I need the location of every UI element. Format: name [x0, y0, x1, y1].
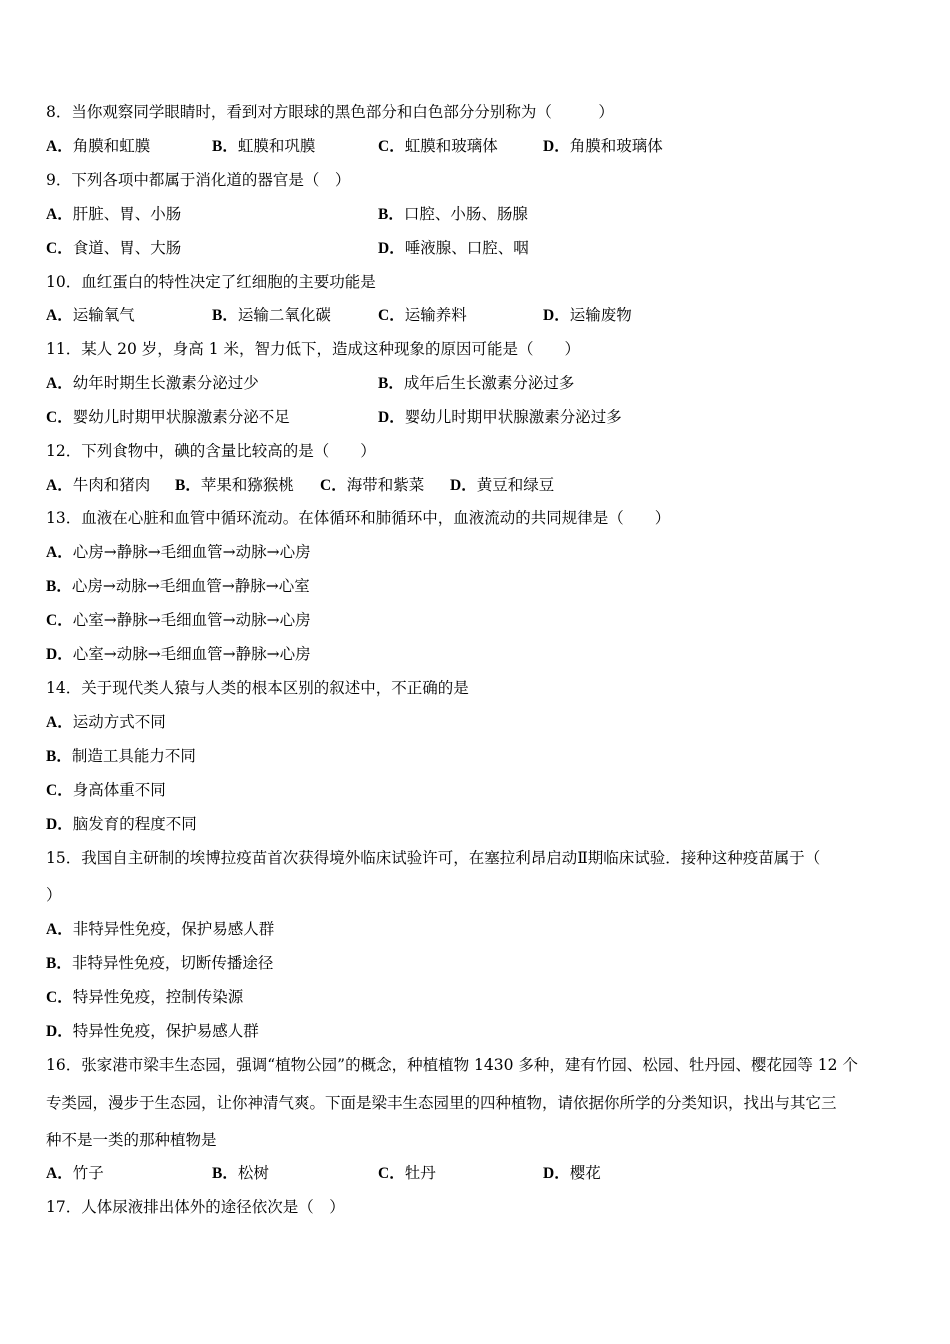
option-text: 肝脏、胃、小肠: [72, 205, 182, 223]
question-15-option-d[interactable]: [46, 1021, 259, 1042]
option-text: 心室→静脉→毛细血管→动脉→心房: [72, 611, 311, 629]
option-label: B．: [46, 748, 72, 765]
question-11-option-c[interactable]: [46, 407, 290, 428]
option-label: D．: [450, 477, 477, 494]
option-label: B．: [175, 477, 201, 494]
question-9-option-d[interactable]: [378, 238, 529, 259]
question-16-option-b[interactable]: [212, 1163, 269, 1184]
question-10-option-c[interactable]: [378, 305, 467, 326]
option-text: 牡丹: [404, 1164, 436, 1182]
question-16-option-d[interactable]: [543, 1163, 601, 1184]
question-10-option-a[interactable]: [46, 305, 135, 326]
question-8-option-c[interactable]: [378, 136, 498, 157]
question-8-option-a[interactable]: [46, 136, 150, 157]
option-text: 特异性免疫，控制传染源: [72, 988, 244, 1006]
option-text: 口腔、小肠、肠腺: [403, 205, 528, 223]
question-9-stem: 9．下列各项中都属于消化道的器官是（ ）: [46, 171, 351, 189]
option-text: 脑发育的程度不同: [72, 815, 197, 833]
question-11-stem: 11．某人 20 岁，身高 1 米，智力低下，造成这种现象的原因可能是（ ）: [46, 340, 581, 358]
question-15-stem-line-2: ）: [46, 886, 62, 904]
question-9-option-b[interactable]: [378, 204, 528, 225]
question-14-option-b[interactable]: [46, 746, 196, 767]
question-15-option-a[interactable]: [46, 919, 274, 940]
question-13-option-a[interactable]: [46, 542, 311, 563]
option-text: 樱花: [569, 1164, 601, 1182]
question-12-option-a[interactable]: [46, 475, 150, 496]
option-text: 角膜和虹膜: [72, 137, 151, 155]
question-8-option-d[interactable]: [543, 136, 663, 157]
option-label: D．: [543, 307, 570, 324]
question-12-option-b[interactable]: [175, 475, 294, 496]
option-label: D．: [543, 138, 570, 155]
question-16-stem-line-2: 专类园，漫步于生态园，让你神清气爽。下面是梁丰生态园里的四种植物，请依据你所学的分类知识，找出与其它三: [46, 1094, 837, 1112]
option-label: D．: [46, 816, 73, 833]
option-text: 角膜和玻璃体: [569, 137, 663, 155]
option-label: B．: [378, 206, 404, 223]
option-text: 婴幼儿时期甲状腺激素分泌过多: [404, 408, 622, 426]
option-label: D．: [46, 1023, 73, 1040]
option-label: B．: [46, 955, 72, 972]
option-text: 幼年时期生长激素分泌过少: [72, 374, 259, 392]
option-text: 虹膜和玻璃体: [404, 137, 498, 155]
option-text: 海带和紫菜: [346, 476, 425, 494]
option-label: C．: [46, 989, 73, 1006]
question-12-option-d[interactable]: [450, 475, 554, 496]
question-8-option-b[interactable]: [212, 136, 315, 157]
option-text: 竹子: [72, 1164, 104, 1182]
option-label: C．: [46, 240, 73, 257]
option-label: D．: [543, 1165, 570, 1182]
question-10-stem: 10．血红蛋白的特性决定了红细胞的主要功能是: [46, 273, 376, 291]
option-text: 心房→动脉→毛细血管→静脉→心室: [71, 577, 310, 595]
option-text: 虹膜和巩膜: [237, 137, 316, 155]
option-text: 身高体重不同: [72, 781, 166, 799]
option-label: A．: [46, 1165, 73, 1182]
option-text: 食道、胃、大肠: [72, 239, 182, 257]
question-17-stem: 17．人体尿液排出体外的途径依次是（ ）: [46, 1198, 345, 1216]
question-11-option-d[interactable]: [378, 407, 622, 428]
option-text: 运输氧气: [72, 306, 135, 324]
question-15-stem-line-1: 15．我国自主研制的埃博拉疫苗首次获得境外临床试验许可，在塞拉利昂启动Ⅱ期临床试验．接种这种疫苗属于（: [46, 849, 821, 867]
option-label: C．: [378, 138, 405, 155]
question-15-option-b[interactable]: [46, 953, 273, 974]
question-15-option-c[interactable]: [46, 987, 243, 1008]
option-label: C．: [320, 477, 347, 494]
question-8-stem: 8．当你观察同学眼睛时，看到对方眼球的黑色部分和白色部分分别称为（ ）: [46, 103, 614, 121]
question-14-stem: 14．关于现代类人猿与人类的根本区别的叙述中，不正确的是: [46, 679, 469, 697]
option-label: A．: [46, 307, 73, 324]
question-13-option-c[interactable]: [46, 610, 311, 631]
option-text: 成年后生长激素分泌过多: [403, 374, 575, 392]
option-text: 唾液腺、口腔、咽: [404, 239, 529, 257]
option-text: 运输二氧化碳: [237, 306, 331, 324]
option-label: B．: [212, 138, 238, 155]
question-16-stem-line-3: 种不是一类的那种植物是: [46, 1131, 217, 1149]
option-label: A．: [46, 138, 73, 155]
question-14-option-a[interactable]: [46, 712, 166, 733]
question-13-stem: 13．血液在心脏和血管中循环流动。在体循环和肺循环中，血液流动的共同规律是（ ）: [46, 509, 671, 527]
option-label: D．: [378, 409, 405, 426]
option-text: 心房→静脉→毛细血管→动脉→心房: [72, 543, 311, 561]
option-label: C．: [46, 409, 73, 426]
option-label: A．: [46, 206, 73, 223]
option-label: B．: [212, 307, 238, 324]
option-label: A．: [46, 714, 73, 731]
question-11-option-b[interactable]: [378, 373, 574, 394]
option-label: A．: [46, 375, 73, 392]
option-text: 松树: [237, 1164, 269, 1182]
option-text: 心室→动脉→毛细血管→静脉→心房: [72, 645, 311, 663]
option-label: D．: [378, 240, 405, 257]
option-text: 运输废物: [569, 306, 632, 324]
option-text: 特异性免疫，保护易感人群: [72, 1022, 259, 1040]
option-text: 非特异性免疫，切断传播途径: [71, 954, 274, 972]
option-label: C．: [46, 612, 73, 629]
option-label: D．: [46, 646, 73, 663]
question-10-option-b[interactable]: [212, 305, 331, 326]
option-text: 运输养料: [404, 306, 467, 324]
question-9-option-a[interactable]: [46, 204, 181, 225]
option-text: 黄豆和绿豆: [476, 476, 555, 494]
option-label: A．: [46, 921, 73, 938]
option-label: C．: [46, 782, 73, 799]
question-16-stem-line-1: 16．张家港市梁丰生态园，强调“植物公园”的概念，种植植物 1430 多种，建有竹园、松园、牡丹园、樱花园等 12 个: [46, 1056, 858, 1074]
option-label: B．: [46, 578, 72, 595]
question-12-option-c[interactable]: [320, 475, 424, 496]
option-text: 婴幼儿时期甲状腺激素分泌不足: [72, 408, 290, 426]
option-label: B．: [212, 1165, 238, 1182]
option-label: A．: [46, 477, 73, 494]
question-14-option-c[interactable]: [46, 780, 166, 801]
question-16-option-a[interactable]: [46, 1163, 104, 1184]
option-text: 牛肉和猪肉: [72, 476, 151, 494]
question-12-stem: 12．下列食物中，碘的含量比较高的是（ ）: [46, 442, 376, 460]
option-label: C．: [378, 1165, 405, 1182]
option-text: 制造工具能力不同: [71, 747, 196, 765]
option-label: B．: [378, 375, 404, 392]
option-text: 非特异性免疫，保护易感人群: [72, 920, 275, 938]
question-13-option-b[interactable]: [46, 576, 310, 597]
question-14-option-d[interactable]: [46, 814, 197, 835]
option-text: 苹果和猕猴桃: [200, 476, 294, 494]
question-16-option-c[interactable]: [378, 1163, 436, 1184]
question-9-option-c[interactable]: [46, 238, 181, 259]
question-11-option-a[interactable]: [46, 373, 259, 394]
option-label: A．: [46, 544, 73, 561]
option-text: 运动方式不同: [72, 713, 166, 731]
question-13-option-d[interactable]: [46, 644, 311, 665]
option-label: C．: [378, 307, 405, 324]
question-10-option-d[interactable]: [543, 305, 632, 326]
